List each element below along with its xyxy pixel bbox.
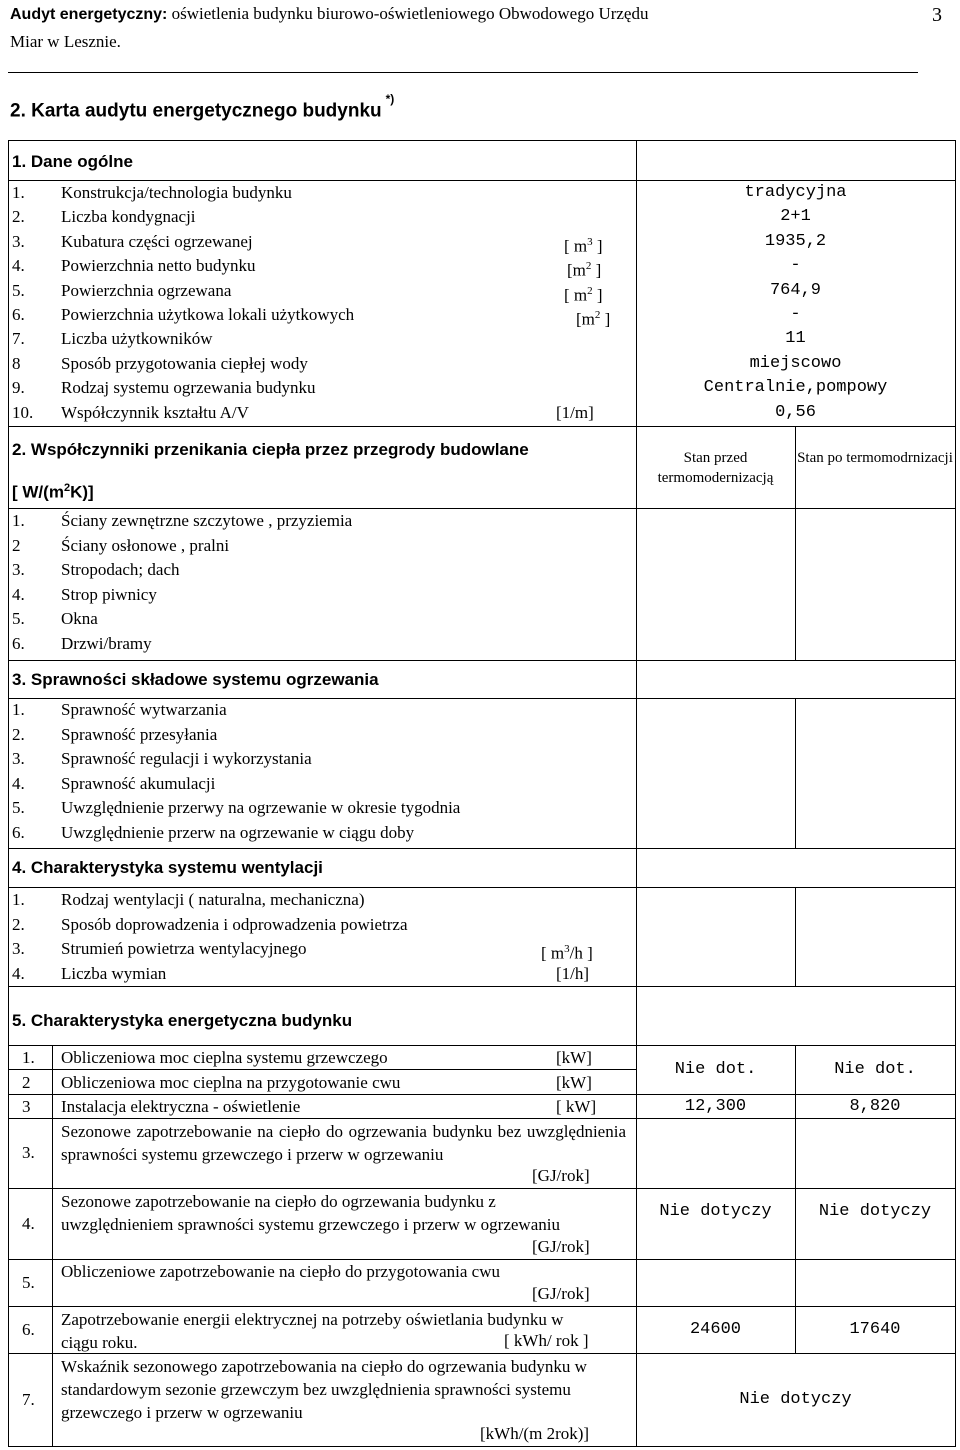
section-2-title: 2. Współczynniki przenikania ciepła przez przegrody budowlane <box>12 440 529 459</box>
section-3-title: 3. Sprawności składowe systemu ogrzewania <box>12 670 379 689</box>
row-number: 1. <box>12 511 25 530</box>
row-label: Ściany zewnętrzne szczytowe , przyziemia <box>61 511 353 530</box>
row-number: 1. <box>12 183 25 202</box>
row-number: 6. <box>12 634 25 653</box>
row-label: Konstrukcja/technologia budynku <box>61 183 292 202</box>
row-value: Centralnie,pompowy <box>703 378 888 397</box>
row-unit: [ $m^2$ ] <box>564 285 603 305</box>
value-before: Nie dotyczy <box>659 1202 772 1221</box>
row-unit: [ $m^3$ ] <box>564 236 603 256</box>
row-label: Sprawność akumulacji <box>61 774 216 793</box>
row-unit: [GJ/rok] <box>532 1237 590 1256</box>
row-unit: [GJ/rok] <box>532 1166 590 1185</box>
section-4-title: 4. Charakterystyka systemu wentylacji <box>12 858 323 877</box>
row-number: 1. <box>12 700 25 719</box>
row-number: 7. <box>22 1390 35 1409</box>
row-label: Sprawność przesyłania <box>61 725 218 744</box>
row-number: 5. <box>12 609 25 628</box>
row-label: Strumień powietrza wentylacyjnego <box>61 939 307 958</box>
value-after: Nie dotyczy <box>818 1202 932 1221</box>
row-number: 3. <box>12 749 25 768</box>
row-value: 11 <box>785 329 806 348</box>
row-number: 2. <box>12 915 25 934</box>
row-label: Powierzchnia ogrzewana <box>61 281 232 300</box>
row-number: 2 <box>22 1073 31 1092</box>
value-before: 24600 <box>689 1320 741 1339</box>
value-after: Nie dot. <box>834 1060 916 1079</box>
row-number: 6. <box>12 305 25 324</box>
row-number: 1. <box>12 890 25 909</box>
row-label: Ściany osłonowe , pralni <box>61 536 230 555</box>
row-unit: [ $m^3/h$ ] <box>541 943 593 963</box>
row-text: Zapotrzebowanie energii elektrycznej na potrzeby oświetlania budynku w ciągu roku. <box>61 1310 564 1352</box>
row-number: 4. <box>12 585 25 604</box>
row-unit: [kW] <box>556 1048 592 1067</box>
section-2-unit: [ $W/(m^2K)$] <box>12 482 94 502</box>
row-number: 3 <box>22 1097 31 1116</box>
footnote-mark: *) <box>385 92 395 106</box>
row-label: Rodzaj wentylacji ( naturalna, mechaniczna) <box>61 890 365 909</box>
column-header-after: Stan po termomodrnizacji <box>797 450 953 466</box>
row-label: Drzwi/bramy <box>61 634 152 653</box>
header-label: Audyt energetyczny: <box>10 6 168 23</box>
row-number: 8 <box>12 354 21 373</box>
row-value: 1935,2 <box>764 232 827 251</box>
row-number: 2. <box>12 725 25 744</box>
row-number: 3. <box>12 232 25 251</box>
row-number: 5. <box>12 281 25 300</box>
row-number: 4. <box>12 774 25 793</box>
row-number: 4. <box>22 1214 35 1233</box>
row-number: 3. <box>12 939 25 958</box>
row-value: 764,9 <box>769 281 821 300</box>
row-label: Liczba użytkowników <box>61 329 213 348</box>
row-value: 0,56 <box>775 403 816 422</box>
row-label: Obliczeniowa moc cieplna na przygotowanie cwu <box>61 1073 401 1092</box>
row-number: 4. <box>12 964 25 983</box>
row-number: 6. <box>22 1320 35 1339</box>
value-merged: Nie dotyczy <box>739 1390 852 1409</box>
row-number: 10. <box>12 403 34 422</box>
row-label: Rodzaj systemu ogrzewania budynku <box>61 378 316 397</box>
row-unit: [kW] <box>556 1073 592 1092</box>
row-label: Sprawność wytwarzania <box>61 700 227 719</box>
column-header-before: Stan przed termomodernizacją <box>657 450 774 486</box>
row-label: Uwzględnienie przerw na ogrzewanie w ciągu doby <box>61 823 415 842</box>
row-label: Powierzchnia użytkowa lokali użytkowych <box>61 305 355 324</box>
row-text: Sezonowe zapotrzebowanie na ciepło do ogrzewania budynku bez uwzględnienia sprawności systemu grzewczego i przerw w ogrzewaniu <box>61 1122 626 1164</box>
row-text: Sezonowe zapotrzebowanie na ciepło do ogrzewania budynku z uwzględnieniem sprawności systemu grzewczego i przerw w ogrzewaniu <box>61 1192 560 1234</box>
row-value: - <box>790 256 801 275</box>
value-before: 12,300 <box>684 1097 747 1116</box>
card-title-text: 2. Karta audytu energetycznego budynku <box>10 100 382 122</box>
row-value: miejscowo <box>749 354 842 373</box>
row-unit: [$m^2$ ] <box>576 309 611 329</box>
value-after: 8,820 <box>849 1097 901 1116</box>
row-label: Powierzchnia netto budynku <box>61 256 256 275</box>
row-number: 3. <box>12 560 25 579</box>
row-number: 9. <box>12 378 25 397</box>
row-label: Uwzględnienie przerwy na ogrzewanie w okresie tygodnia <box>61 798 461 817</box>
row-label: Okna <box>61 609 98 628</box>
value-after: 17640 <box>849 1320 901 1339</box>
header-subject: oświetlenia budynku biurowo-oświetleniowego Obwodowego Urzędu <box>171 4 649 23</box>
row-unit: [kWh/(m 2rok)] <box>480 1424 590 1443</box>
row-label: Obliczeniowa moc cieplna systemu grzewczego <box>61 1048 388 1067</box>
row-number: 3. <box>22 1143 35 1162</box>
row-label: Strop piwnicy <box>61 585 157 604</box>
row-number: 2. <box>12 207 25 226</box>
row-number: 4. <box>12 256 25 275</box>
row-unit: [GJ/rok] <box>532 1284 590 1303</box>
row-label: Współczynnik kształtu A/V <box>61 403 249 422</box>
section-5-title: 5. Charakterystyka energetyczna budynku <box>12 1011 353 1030</box>
row-label: Sposób doprowadzenia i odprowadzenia powietrza <box>61 915 408 934</box>
row-label: Instalacja elektryczna - oświetlenie <box>61 1097 301 1116</box>
row-unit: [1/m] <box>556 403 594 422</box>
row-text: Obliczeniowe zapotrzebowanie na ciepło do przygotowania cwu <box>61 1262 500 1281</box>
row-value: - <box>790 305 801 324</box>
row-unit: [ kW] <box>556 1097 597 1116</box>
row-unit: [1/h] <box>556 964 590 983</box>
row-value: 2+1 <box>780 207 811 226</box>
row-label: Sposób przygotowania ciepłej wody <box>61 354 308 373</box>
row-label: Sprawność regulacji i wykorzystania <box>61 749 312 768</box>
row-number: 5. <box>12 798 25 817</box>
row-label: Kubatura części ogrzewanej <box>61 232 253 251</box>
row-number: 2 <box>12 536 21 555</box>
row-label: Stropodach; dach <box>61 560 180 579</box>
row-unit: [$m^2$ ] <box>567 260 602 280</box>
row-number: 1. <box>22 1048 35 1067</box>
row-number: 6. <box>12 823 25 842</box>
row-number: 7. <box>12 329 25 348</box>
header-line-2: Miar w Lesznie. <box>10 32 121 51</box>
page-number: 3 <box>932 4 942 26</box>
row-unit: [ kWh/ rok ] <box>504 1331 589 1350</box>
row-value: tradycyjna <box>744 183 847 202</box>
section-1-title: 1. Dane ogólne <box>12 152 133 171</box>
row-number: 5. <box>22 1273 35 1292</box>
row-label: Liczba kondygnacji <box>61 207 196 226</box>
row-label: Liczba wymian <box>61 964 167 983</box>
value-before: Nie dot. <box>674 1060 757 1079</box>
row-text: Wskaźnik sezonowego zapotrzebowania na ciepło do ogrzewania budynku w standardowym sezonie grzewczym bez uwzględnienia sprawności systemu grzewczego i przerw w ogrzewaniu <box>61 1357 587 1422</box>
